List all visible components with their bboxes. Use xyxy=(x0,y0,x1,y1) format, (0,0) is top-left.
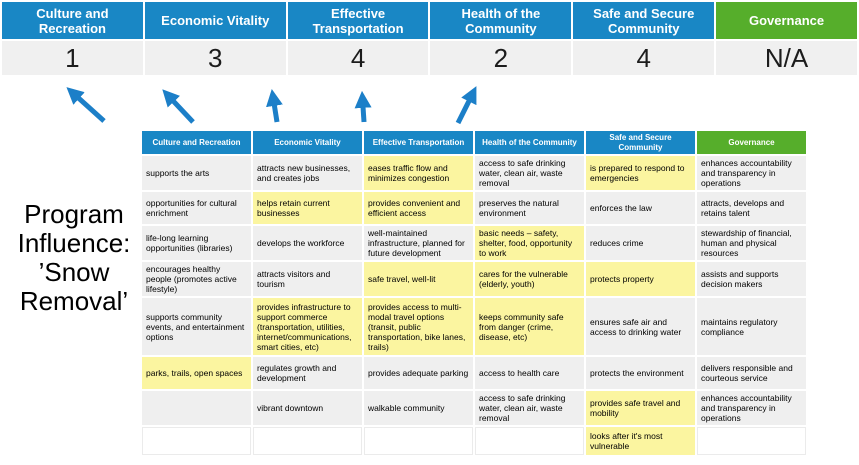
priority-matrix-table xyxy=(140,129,808,457)
priority-header-safe-and-secure-community: Safe and Secure Community xyxy=(573,2,714,39)
matrix-cell: ensures safe air and access to drinking water xyxy=(586,298,695,355)
matrix-header-row xyxy=(142,131,806,154)
matrix-row xyxy=(142,156,806,190)
arrow-up-icon xyxy=(75,95,104,122)
matrix-row xyxy=(142,357,806,389)
program-label-line: Removal’ xyxy=(19,286,129,316)
priority-score-safe-and-secure-community: 4 xyxy=(573,41,714,75)
matrix-cell: provides adequate parking xyxy=(364,357,473,389)
matrix-cell: supports community events, and entertainment options xyxy=(142,298,251,355)
matrix-cell: preserves the natural environment xyxy=(475,192,584,224)
program-influence-label xyxy=(0,200,148,316)
matrix-row xyxy=(142,192,806,224)
matrix-col-header-safe-and-secure-community: Safe and Secure Community xyxy=(586,131,695,154)
matrix-cell: maintains regulatory compliance xyxy=(697,298,806,355)
matrix-row xyxy=(142,391,806,425)
matrix-cell: access to safe drinking water, clean air, waste removal xyxy=(475,156,584,190)
matrix-cell: enforces the law xyxy=(586,192,695,224)
priority-header-health-of-the-community: Health of the Community xyxy=(430,2,571,39)
matrix-row xyxy=(142,262,806,296)
priority-score-culture-and-recreation: 1 xyxy=(2,41,143,75)
matrix-cell: develops the workforce xyxy=(253,226,362,260)
matrix-cell xyxy=(475,427,584,455)
matrix-row xyxy=(142,427,806,455)
priority-score-effective-transportation: 4 xyxy=(288,41,429,75)
matrix-cell: well-maintained infrastructure, planned for future development xyxy=(364,226,473,260)
priority-header-culture-and-recreation: Culture and Recreation xyxy=(2,2,143,39)
matrix-cell: access to health care xyxy=(475,357,584,389)
matrix-cell: attracts visitors and tourism xyxy=(253,262,362,296)
arrow-up-icon xyxy=(274,100,278,122)
matrix-cell xyxy=(697,427,806,455)
arrows-layer xyxy=(0,77,500,129)
program-label-line: Influence: xyxy=(17,228,131,258)
matrix-cell: provides convenient and efficient access xyxy=(364,192,473,224)
matrix-cell: reduces crime xyxy=(586,226,695,260)
matrix-cell: cares for the vulnerable (elderly, youth) xyxy=(475,262,584,296)
matrix-cell: provides infrastructure to support commerce (transportation, utilities, internet/communications, smart cities, etc) xyxy=(253,298,362,355)
matrix-cell: parks, trails, open spaces xyxy=(142,357,251,389)
arrow-up-icon xyxy=(458,96,472,123)
priority-score-governance: N/A xyxy=(716,41,857,75)
matrix-cell: enhances accountability and transparency in operations xyxy=(697,391,806,425)
matrix-cell: is prepared to respond to emergencies xyxy=(586,156,695,190)
matrix-cell: looks after it's most vulnerable xyxy=(586,427,695,455)
matrix-cell xyxy=(142,427,251,455)
priority-score-health-of-the-community: 2 xyxy=(430,41,571,75)
matrix-cell xyxy=(253,427,362,455)
matrix-cell: stewardship of financial, human and physical resources xyxy=(697,226,806,260)
matrix-cell: protects the environment xyxy=(586,357,695,389)
matrix-cell: walkable community xyxy=(364,391,473,425)
arrow-up-icon xyxy=(363,102,364,122)
matrix-cell: enhances accountability and transparency in operations xyxy=(697,156,806,190)
matrix-cell xyxy=(142,391,251,425)
priority-header-economic-vitality: Economic Vitality xyxy=(145,2,286,39)
matrix-cell: provides access to multi-modal travel options (transit, public transportation, bike lanes, trails) xyxy=(364,298,473,355)
matrix-cell: attracts new businesses, and creates jobs xyxy=(253,156,362,190)
matrix-cell: basic needs – safety, shelter, food, opportunity to work xyxy=(475,226,584,260)
matrix-cell: access to safe drinking water, clean air, waste removal xyxy=(475,391,584,425)
matrix-cell: keeps community safe from danger (crime, disease, etc) xyxy=(475,298,584,355)
matrix-cell xyxy=(364,427,473,455)
matrix-cell: opportunities for cultural enrichment xyxy=(142,192,251,224)
matrix-cell: safe travel, well-lit xyxy=(364,262,473,296)
matrix-cell: eases traffic flow and minimizes congestion xyxy=(364,156,473,190)
matrix-cell: vibrant downtown xyxy=(253,391,362,425)
matrix-cell: delivers responsible and courteous service xyxy=(697,357,806,389)
program-label-line: ’Snow xyxy=(38,257,110,287)
matrix-cell: encourages healthy people (promotes active lifestyle) xyxy=(142,262,251,296)
matrix-col-header-effective-transportation: Effective Transportation xyxy=(364,131,473,154)
matrix-cell: assists and supports decision makers xyxy=(697,262,806,296)
matrix-row xyxy=(142,226,806,260)
matrix-cell: protects property xyxy=(586,262,695,296)
matrix-cell: attracts, develops and retains talent xyxy=(697,192,806,224)
priority-scoreboard xyxy=(2,2,857,75)
matrix-col-header-economic-vitality: Economic Vitality xyxy=(253,131,362,154)
matrix-col-header-culture-and-recreation: Culture and Recreation xyxy=(142,131,251,154)
priority-header-effective-transportation: Effective Transportation xyxy=(288,2,429,39)
matrix-cell: supports the arts xyxy=(142,156,251,190)
matrix-row xyxy=(142,298,806,355)
matrix-cell: life-long learning opportunities (libraries) xyxy=(142,226,251,260)
priority-header-governance: Governance xyxy=(716,2,857,39)
matrix-cell: helps retain current businesses xyxy=(253,192,362,224)
matrix-cell: regulates growth and development xyxy=(253,357,362,389)
matrix-col-header-governance: Governance xyxy=(697,131,806,154)
matrix-cell: provides safe travel and mobility xyxy=(586,391,695,425)
arrow-up-icon xyxy=(170,97,193,122)
priority-score-economic-vitality: 3 xyxy=(145,41,286,75)
program-label-line: Program xyxy=(24,199,124,229)
matrix-col-header-health-of-the-community: Health of the Community xyxy=(475,131,584,154)
